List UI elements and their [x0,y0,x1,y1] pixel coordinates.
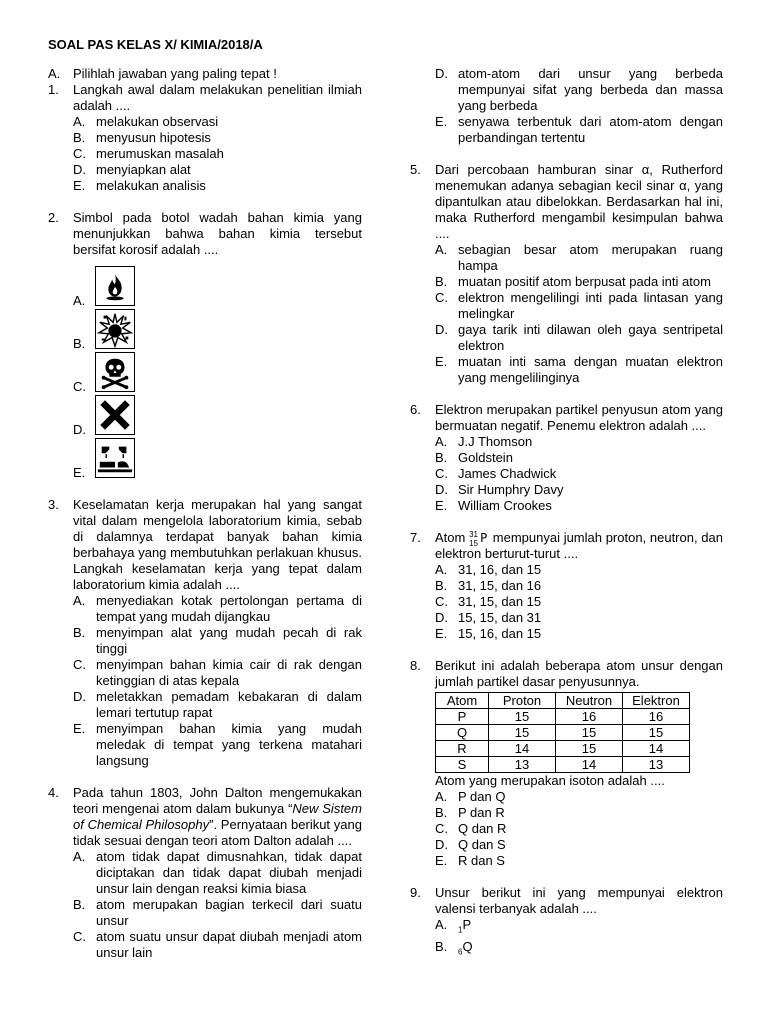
option-text: 31, 16, dan 15 [458,562,542,577]
table-header: Elektron [623,693,690,709]
table-header: Neutron [556,693,623,709]
nuclide-notation [469,530,489,548]
question-number: 3. [48,497,59,512]
option-letter: C. [435,594,448,609]
option-text: atom suatu unsur dapat diubah menjadi atom unsur lain [96,929,362,960]
option-letter: A. [73,593,86,608]
option-c[interactable] [73,352,362,395]
option-e[interactable] [435,498,723,514]
options-list [73,114,362,194]
explosive-icon [95,309,135,349]
question-text: Elektron merupakan partikel penyusun atom yang bermuatan negatif. Penemu elektron adalah .... [435,402,723,433]
option-letter: C. [435,466,448,481]
option-text: atom tidak dapat dimusnahkan, tidak dapat diciptakan dan tidak dapat diubah menjadi unsur lain dengan reaksi kimia biasa [96,849,362,896]
option-b[interactable] [73,897,362,929]
option-c[interactable] [73,657,362,689]
option-letter: B. [73,897,86,912]
option-letter: E. [435,498,448,513]
option-c[interactable] [73,929,362,961]
option-letter: E. [73,721,86,736]
table-header: Proton [489,693,556,709]
option-text: 31, 15, dan 16 [458,578,542,593]
option-letter: C. [435,821,448,836]
option-b[interactable] [435,450,723,466]
option-letter: D. [73,422,86,437]
question-5 [410,162,723,386]
option-c[interactable] [435,594,723,610]
option-text: R dan S [458,853,505,868]
option-text: 15, 16, dan 15 [458,626,542,641]
table-header: Atom [436,693,489,709]
section-instruction [48,66,362,82]
question-number: 6. [410,402,421,417]
options-list [435,434,723,514]
option-letter: A. [435,434,448,449]
option-d[interactable] [435,482,723,498]
option-text: 31, 15, dan 15 [458,594,542,609]
table-cell: R [436,741,489,757]
harmful-x-icon [95,395,135,435]
question-text [73,785,362,849]
table-header-row [436,693,690,709]
question-text [435,530,723,562]
option-d[interactable] [435,610,723,626]
table-cell: 15 [623,725,690,741]
option-text: James Chadwick [458,466,557,481]
option-d[interactable] [73,689,362,721]
page-title: SOAL PAS KELAS X/ KIMIA/2018/A [48,37,263,52]
option-b[interactable] [73,309,362,352]
option-b[interactable] [73,130,362,146]
option-letter: C. [73,379,86,394]
question-number: 9. [410,885,421,900]
option-text: menyimpan bahan kimia yang mudah meledak di tempat yang terkena matahari langsung [96,721,362,768]
table-cell: 15 [489,725,556,741]
table-cell: 13 [489,757,556,773]
option-a[interactable] [73,266,362,309]
option-a[interactable] [435,434,723,450]
option-letter: B. [435,274,448,289]
question-6 [410,402,723,514]
option-text: merumuskan masalah [96,146,224,161]
option-b[interactable] [435,805,723,821]
question-text-before: Pada tahun 1803, John Dalton mengemukakan teori mengenai atom dalam bukunya “ [73,785,362,816]
question-4-continued [410,66,723,146]
question-number: 1. [48,82,59,97]
option-text: menyusun hipotesis [96,130,211,145]
option-b[interactable] [435,578,723,594]
options-list [73,593,362,769]
question-number: 7. [410,530,421,545]
option-text: William Crookes [458,498,552,513]
question-number: 4. [48,785,59,800]
question-2 [48,210,362,481]
options-list [435,917,723,960]
table-row [436,741,690,757]
table-cell: 16 [556,709,623,725]
toxic-skull-icon [95,352,135,392]
option-a[interactable] [73,593,362,625]
table-row [436,757,690,773]
right-column [410,66,723,960]
atomic-number: 6 [458,947,463,957]
option-letter: D. [435,482,448,497]
option-c[interactable] [435,466,723,482]
option-letter: E. [435,114,448,129]
option-letter: A. [73,849,86,864]
option-text: Sir Humphry Davy [458,482,564,497]
question-text: Langkah awal dalam melakukan penelitian ilmiah adalah .... [73,82,362,113]
section-text: Pilihlah jawaban yang paling tepat ! [73,66,277,81]
atomic-number: 1 [458,925,463,935]
option-text: gaya tarik inti dilawan oleh gaya sentripetal elektron [458,322,723,353]
option-letter: B. [73,625,86,640]
option-text: menyimpan alat yang mudah pecah di rak tinggi [96,625,362,656]
left-column [48,66,362,961]
option-letter: A. [435,789,448,804]
option-text: muatan inti sama dengan muatan elektron yang mengelilinginya [458,354,723,385]
option-a[interactable] [73,849,362,897]
option-text: senyawa terbentuk dari atom-atom dengan perbandingan tertentu [458,114,723,145]
option-e[interactable] [73,721,362,769]
option-text: P dan R [458,805,505,820]
options-list [435,66,723,146]
option-text: sebagian besar atom merupakan ruang hampa [458,242,723,273]
element-symbol: P [462,917,472,932]
option-a[interactable] [73,114,362,130]
option-text: melakukan analisis [96,178,206,193]
question-9 [410,885,723,960]
option-text: P dan Q [458,789,506,804]
option-c[interactable] [435,290,723,322]
table-cell: P [436,709,489,725]
table-cell: 15 [556,741,623,757]
table-cell: 14 [623,741,690,757]
option-text: menyiapkan alat [96,162,191,177]
book-title: New Sistem of Chemical Philosophy [73,801,362,832]
option-c[interactable] [73,146,362,162]
option-d[interactable] [73,395,362,438]
table-cell: 15 [489,709,556,725]
question-text: Berikut ini adalah beberapa atom unsur dengan jumlah partikel dasar penyusunnya. [435,658,723,689]
table-cell: Q [436,725,489,741]
option-d[interactable] [435,837,723,853]
option-text: Q dan S [458,837,506,852]
question-text-after: ”. Pernyataan berikut yang tidak sesuai dengan teori atom Dalton adalah .... [73,817,362,848]
element-symbol: P [480,531,488,545]
table-row [436,709,690,725]
option-letter: A. [435,562,448,577]
option-letter: A. [73,293,86,308]
question-text: Unsur berikut ini yang mempunyai elektron valensi terbanyak adalah .... [435,885,723,916]
question-text-before: Atom [435,530,466,545]
table-cell: 15 [556,725,623,741]
question-1 [48,82,362,194]
option-text: menyimpan bahan kimia cair di rak dengan ketinggian di atas kepala [96,657,362,688]
option-a[interactable] [435,789,723,805]
option-b[interactable] [435,939,723,961]
options-list [73,849,362,961]
question-8 [410,658,723,869]
options-list [435,562,723,642]
option-text: meletakkan pemadam kebakaran di dalam lemari tertutup rapat [96,689,362,720]
option-e[interactable] [73,438,362,481]
options-list [435,242,723,386]
option-letter: D. [435,610,448,625]
table-cell: 14 [556,757,623,773]
option-letter: E. [435,354,448,369]
option-letter: E. [73,178,86,193]
option-text: Q dan R [458,821,507,836]
option-letter: C. [73,657,86,672]
option-letter: B. [435,805,448,820]
options-list [435,789,723,869]
question-text: Keselamatan kerja merupakan hal yang sangat vital dalam mengelola laboratorium kimia, sebab di dalamnya terdapat banyak bahan kimia berbahaya yang membutuhkan perlakuan khusus. Langkah keselamatan kerja yang tepat dalam laboratorium kimia adalah .... [73,497,362,592]
option-letter: C. [73,929,86,944]
section-letter: A. [48,66,61,81]
question-3 [48,497,362,769]
option-a[interactable] [435,242,723,274]
option-text: Goldstein [458,450,513,465]
question-text: Simbol pada botol wadah bahan kimia yang menunjukkan bahwa bahan kimia tersebut bersifat korosif adalah .... [73,210,362,257]
option-letter: B. [435,938,448,954]
option-letter: B. [73,130,86,145]
table-cell: 16 [623,709,690,725]
option-e[interactable] [435,354,723,386]
option-letter: D. [435,837,448,852]
option-letter: A. [435,917,448,932]
option-b[interactable] [73,625,362,657]
option-e[interactable] [435,853,723,869]
table-cell: 13 [623,757,690,773]
option-letter: C. [73,146,86,161]
option-d[interactable] [73,162,362,178]
option-text: menyediakan kotak pertolongan pertama di tempat yang mudah dijangkau [96,593,362,624]
option-a[interactable] [435,562,723,578]
option-d[interactable] [435,322,723,354]
option-e[interactable] [435,626,723,642]
option-d[interactable] [435,66,723,114]
option-text: atom merupakan bagian terkecil dari suatu unsur [96,897,362,928]
option-letter: B. [435,450,448,465]
option-letter: B. [435,578,448,593]
option-letter: E. [435,853,448,868]
question-text: Dari percobaan hamburan sinar α, Rutherford menemukan adanya sebagian kecil sinar α, yang dipantulkan atau dibelokkan. Berdasarkan hal ini, maka Rutherford mengambil kesimpulan bahwa .... [435,162,723,241]
option-letter: C. [435,290,448,305]
option-text: 15, 15, dan 31 [458,610,542,625]
option-letter: A. [435,242,448,257]
table-cell: 14 [489,741,556,757]
option-letter: E. [73,465,86,480]
option-letter: A. [73,114,86,129]
option-text: J.J Thomson [458,434,533,449]
table-row [436,725,690,741]
question-prompt: Atom yang merupakan isoton adalah .... [435,773,665,788]
question-4 [48,785,362,961]
question-number: 8. [410,658,421,673]
option-text: elektron mengelilingi inti pada lintasan yang melingkar [458,290,723,321]
option-c[interactable] [435,821,723,837]
option-letter: D. [73,162,86,177]
option-e[interactable] [435,114,723,146]
option-text: atom-atom dari unsur yang berbeda mempunyai sifat yang berbeda dan massa yang berbeda [458,66,723,113]
question-text-after: mempunyai jumlah proton, neutron, dan elektron berturut-turut .... [435,530,723,561]
option-letter: D. [435,322,448,337]
question-7 [410,530,723,642]
atomic-number: 15 [469,539,478,548]
option-a[interactable] [435,917,723,939]
element-symbol: Q [462,938,473,954]
question-number: 2. [48,210,59,225]
option-text: melakukan observasi [96,114,219,129]
option-letter: D. [435,66,448,81]
option-letter: B. [73,336,86,351]
corrosive-icon [95,438,135,478]
mass-number: 31 [469,530,478,539]
atom-particle-table [435,692,690,773]
option-e[interactable] [73,178,362,194]
option-letter: E. [435,626,448,641]
option-letter: D. [73,689,86,704]
option-b[interactable] [435,274,723,290]
table-cell: S [436,757,489,773]
option-text: muatan positif atom berpusat pada inti atom [458,274,711,289]
flammable-icon [95,266,135,306]
question-number: 5. [410,162,421,177]
